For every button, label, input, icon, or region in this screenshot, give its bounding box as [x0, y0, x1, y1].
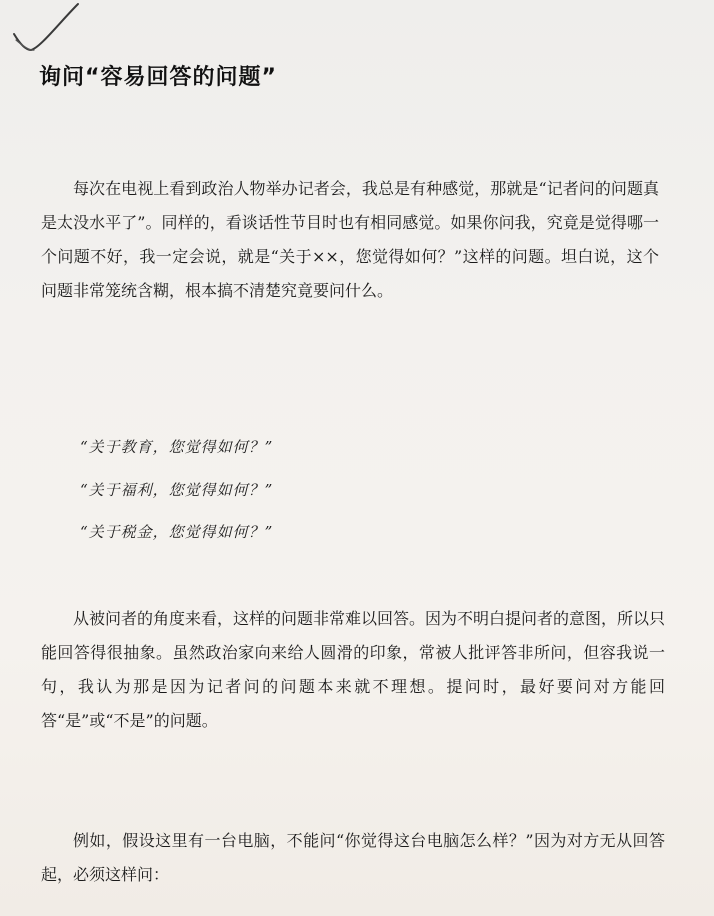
paragraph-intro: 每次在电视上看到政治人物举办记者会，我总是有种感觉，那就是“记者问的问题真是太没水平了”。同样的，看谈话性节目时也有相同感觉。如果你问我，究竟是觉得哪一个问题不好，我一定会说，就是“关于××，您觉得如何？”这样的问题。坦白说，这个问题非常笼统含糊，根本搞不清楚究竟要问什么。 — [41, 179, 659, 300]
quote-tax: “关于税金，您觉得如何？” — [80, 523, 274, 541]
pen-check-mark — [4, 0, 84, 62]
quote-welfare: “关于福利，您觉得如何？” — [80, 481, 274, 499]
paragraph-example: 例如，假设这里有一台电脑，不能问“你觉得这台电脑怎么样？”因为对方无从回答起，必须这样问： — [41, 831, 665, 884]
page-title: 询问“容易回答的问题” — [39, 65, 277, 90]
quote-education: “关于教育，您觉得如何？” — [80, 438, 274, 456]
paragraph-answerer-view: 从被问者的角度来看，这样的问题非常难以回答。因为不明白提问者的意图，所以只能回答得很抽象。虽然政治家向来给人圆滑的印象，常被人批评答非所问，但容我说一句，我认为那是因为记者问的问题本来就不理想。提问时，最好要问对方能回答“是”或“不是”的问题。 — [41, 609, 666, 730]
